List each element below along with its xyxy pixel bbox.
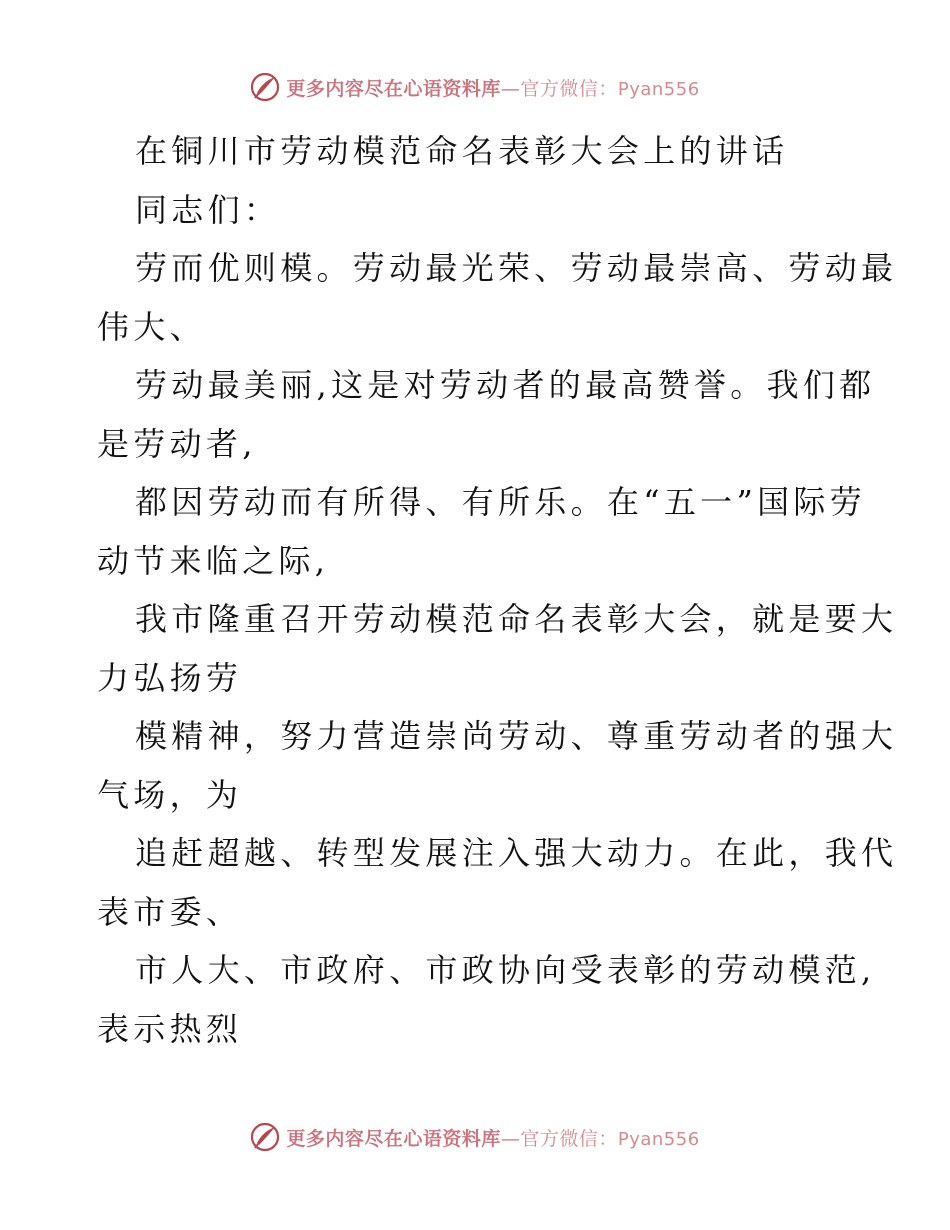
quill-logo-icon <box>250 1122 280 1152</box>
doc-line: 追赶超越、转型发展注入强大动力。在此，我代 <box>135 834 898 872</box>
banner-dash: — <box>500 77 521 100</box>
doc-salutation: 同志们： <box>135 190 281 229</box>
banner-wechat-label: 官方微信： <box>520 77 618 100</box>
banner-wechat-label: 官方微信： <box>520 1127 618 1150</box>
doc-line: 伟大、 <box>97 307 206 346</box>
footer-banner <box>0 1122 950 1152</box>
header-banner <box>0 72 950 102</box>
banner-text <box>286 74 699 101</box>
doc-line: 是劳动者, <box>97 424 257 463</box>
doc-line: 动节来临之际, <box>97 541 330 580</box>
doc-line: 力弘扬劳 <box>97 658 243 697</box>
doc-line: 表示热烈 <box>97 1009 243 1048</box>
doc-title: 在铜川市劳动模范命名表彰大会上的讲话 <box>135 132 789 170</box>
doc-line: 模精神，努力营造崇尚劳动、尊重劳动者的强大 <box>135 717 898 755</box>
banner-brand: 更多内容尽在心语资料库 <box>286 77 501 100</box>
banner-brand: 更多内容尽在心语资料库 <box>286 1127 501 1150</box>
banner-wechat-id: Pyan556 <box>617 1128 700 1150</box>
banner-wechat-id: Pyan556 <box>617 78 700 100</box>
doc-line: 都因劳动而有所得、有所乐。在“五一”国际劳 <box>135 483 867 521</box>
doc-line: 劳动最美丽,这是对劳动者的最高赞誉。我们都 <box>135 366 876 404</box>
doc-line: 劳而优则模。劳动最光荣、劳动最崇高、劳动最 <box>135 249 898 287</box>
banner-text <box>286 1124 699 1151</box>
document-body <box>97 122 898 1058</box>
doc-line: 我市隆重召开劳动模范命名表彰大会，就是要大 <box>135 600 898 638</box>
doc-line: 表市委、 <box>97 892 243 931</box>
banner-dash: — <box>500 1127 521 1150</box>
doc-line: 市人大、市政府、市政协向受表彰的劳动模范, <box>135 951 876 989</box>
doc-line: 气场，为 <box>97 775 243 814</box>
quill-logo-icon <box>250 72 280 102</box>
